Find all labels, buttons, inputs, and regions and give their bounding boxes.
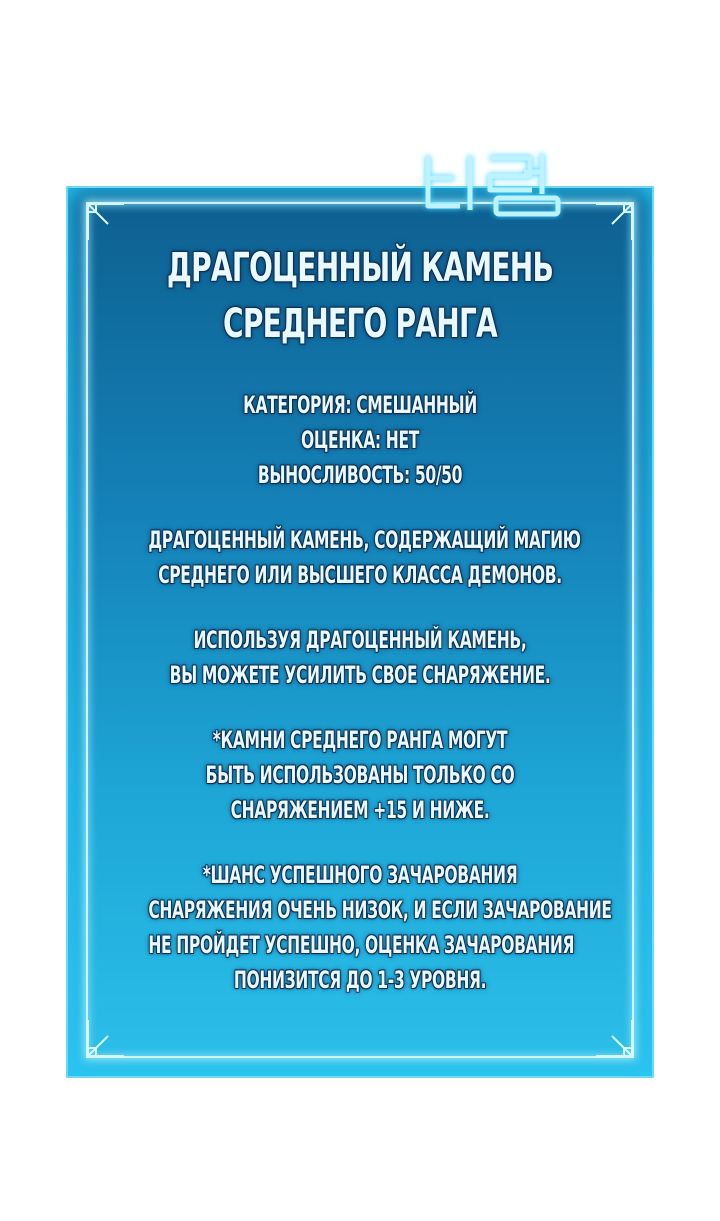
corner-ornament-icon <box>594 202 634 242</box>
item-description <box>66 240 654 998</box>
item-category: КАТЕГОРИЯ: СМЕШАННЫЙ <box>243 391 477 419</box>
item-note-rank <box>148 723 571 828</box>
description-line: ДРАГОЦЕННЫЙ КАМЕНЬ, СОДЕРЖАЩИЙ МАГИЮ <box>148 526 581 554</box>
note-line: ПОНИЗИТСЯ ДО 1-3 УРОВНЯ. <box>233 966 487 994</box>
item-title <box>131 240 590 352</box>
item-usage-text <box>148 623 571 693</box>
item-note-enchant <box>148 858 612 998</box>
item-title-line: ДРАГОЦЕННЫЙ КАМЕНЬ <box>166 245 554 291</box>
item-stats <box>148 388 571 493</box>
note-line: *КАМНИ СРЕДНЕГО РАНГА МОГУТ <box>212 726 508 754</box>
description-line: СРЕДНЕГО ИЛИ ВЫСШЕГО КЛАССА ДЕМОНОВ. <box>158 561 562 589</box>
item-description-text <box>148 523 581 593</box>
usage-line: ВЫ МОЖЕТЕ УСИЛИТЬ СВОЕ СНАРЯЖЕНИЕ. <box>169 661 551 689</box>
corner-ornament-icon <box>86 202 126 242</box>
corner-ornament-icon <box>594 1018 634 1058</box>
note-line: СНАРЯЖЕНИЯ ОЧЕНЬ НИЗОК, И ЕСЛИ ЗАЧАРОВАНИЕ <box>148 896 612 924</box>
corner-ornament-icon <box>86 1018 126 1058</box>
item-durability: ВЫНОСЛИВОСТЬ: 50/50 <box>257 461 463 489</box>
note-line: СНАРЯЖЕНИЕМ +15 И НИЖЕ. <box>230 796 490 824</box>
item-title-line: СРЕДНЕГО РАНГА <box>223 301 497 347</box>
note-line: НЕ ПРОЙДЕТ УСПЕШНО, ОЦЕНКА ЗАЧАРОВАНИЯ <box>148 931 575 959</box>
note-line: *ШАНС УСПЕШНОГО ЗАЧАРОВАНИЯ <box>202 861 518 889</box>
note-line: БЫТЬ ИСПОЛЬЗОВАНЫ ТОЛЬКО СО <box>205 761 515 789</box>
dream-logo <box>420 148 590 220</box>
item-grade: ОЦЕНКА: НЕТ <box>301 426 419 454</box>
usage-line: ИСПОЛЬЗУЯ ДРАГОЦЕННЫЙ КАМЕНЬ, <box>193 626 527 654</box>
